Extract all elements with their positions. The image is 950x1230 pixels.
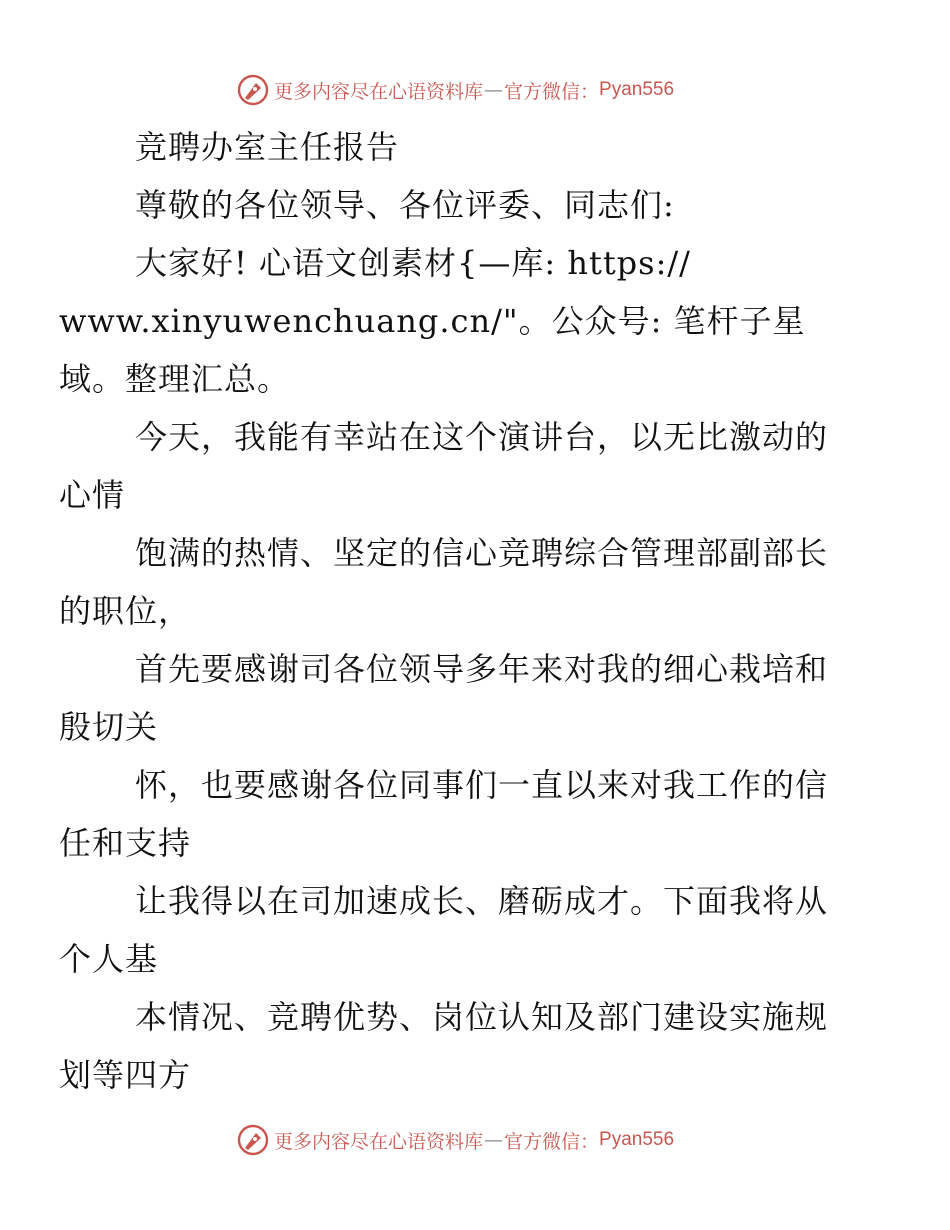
document-title: 竞聘办室主任报告 — [135, 128, 400, 166]
banner-site-text: 更多内容尽在心语资料库 — [274, 80, 484, 103]
pen-nib-circle-icon — [236, 73, 270, 107]
pen-nib-circle-icon — [236, 1123, 270, 1157]
paragraph-6: 本情况、竞聘优势、岗位认知及部门建设实施规 划等四方 — [59, 998, 829, 1094]
paragraph-2: 饱满的热情、坚定的信心竞聘综合管理部副部长 的职位， — [59, 534, 829, 630]
footer-banner — [236, 1122, 674, 1158]
banner-wechat-id: Pyan556 — [599, 1129, 675, 1150]
document-body — [59, 118, 867, 1104]
paragraph-4: 怀，也要感谢各位同事们一直以来对我工作的信 任和支持 — [59, 766, 829, 862]
banner-dash: — — [484, 1129, 504, 1151]
paragraph-3: 首先要感谢司各位领导多年来对我的细心栽培和 殷切关 — [59, 650, 829, 746]
paragraph-1: 今天，我能有幸站在这个演讲台，以无比激动的 心情 — [59, 418, 829, 514]
banner-wechat-label: 官方微信： — [504, 1130, 600, 1153]
banner-dash: — — [484, 79, 504, 101]
greeting-paragraph: 大家好! 心语文创素材{—库: https:// www.xinyuwenchuang.cn/"。公众号: 笔杆子星 域。整理汇总。 — [59, 244, 806, 398]
banner-wechat-id: Pyan556 — [599, 79, 675, 100]
banner-site-text: 更多内容尽在心语资料库 — [274, 1130, 484, 1153]
banner-wechat-label: 官方微信： — [504, 80, 600, 103]
header-banner — [236, 72, 674, 108]
paragraph-5: 让我得以在司加速成长、磨砺成才。下面我将从 个人基 — [59, 882, 829, 978]
salutation: 尊敬的各位领导、各位评委、同志们: — [135, 186, 675, 224]
